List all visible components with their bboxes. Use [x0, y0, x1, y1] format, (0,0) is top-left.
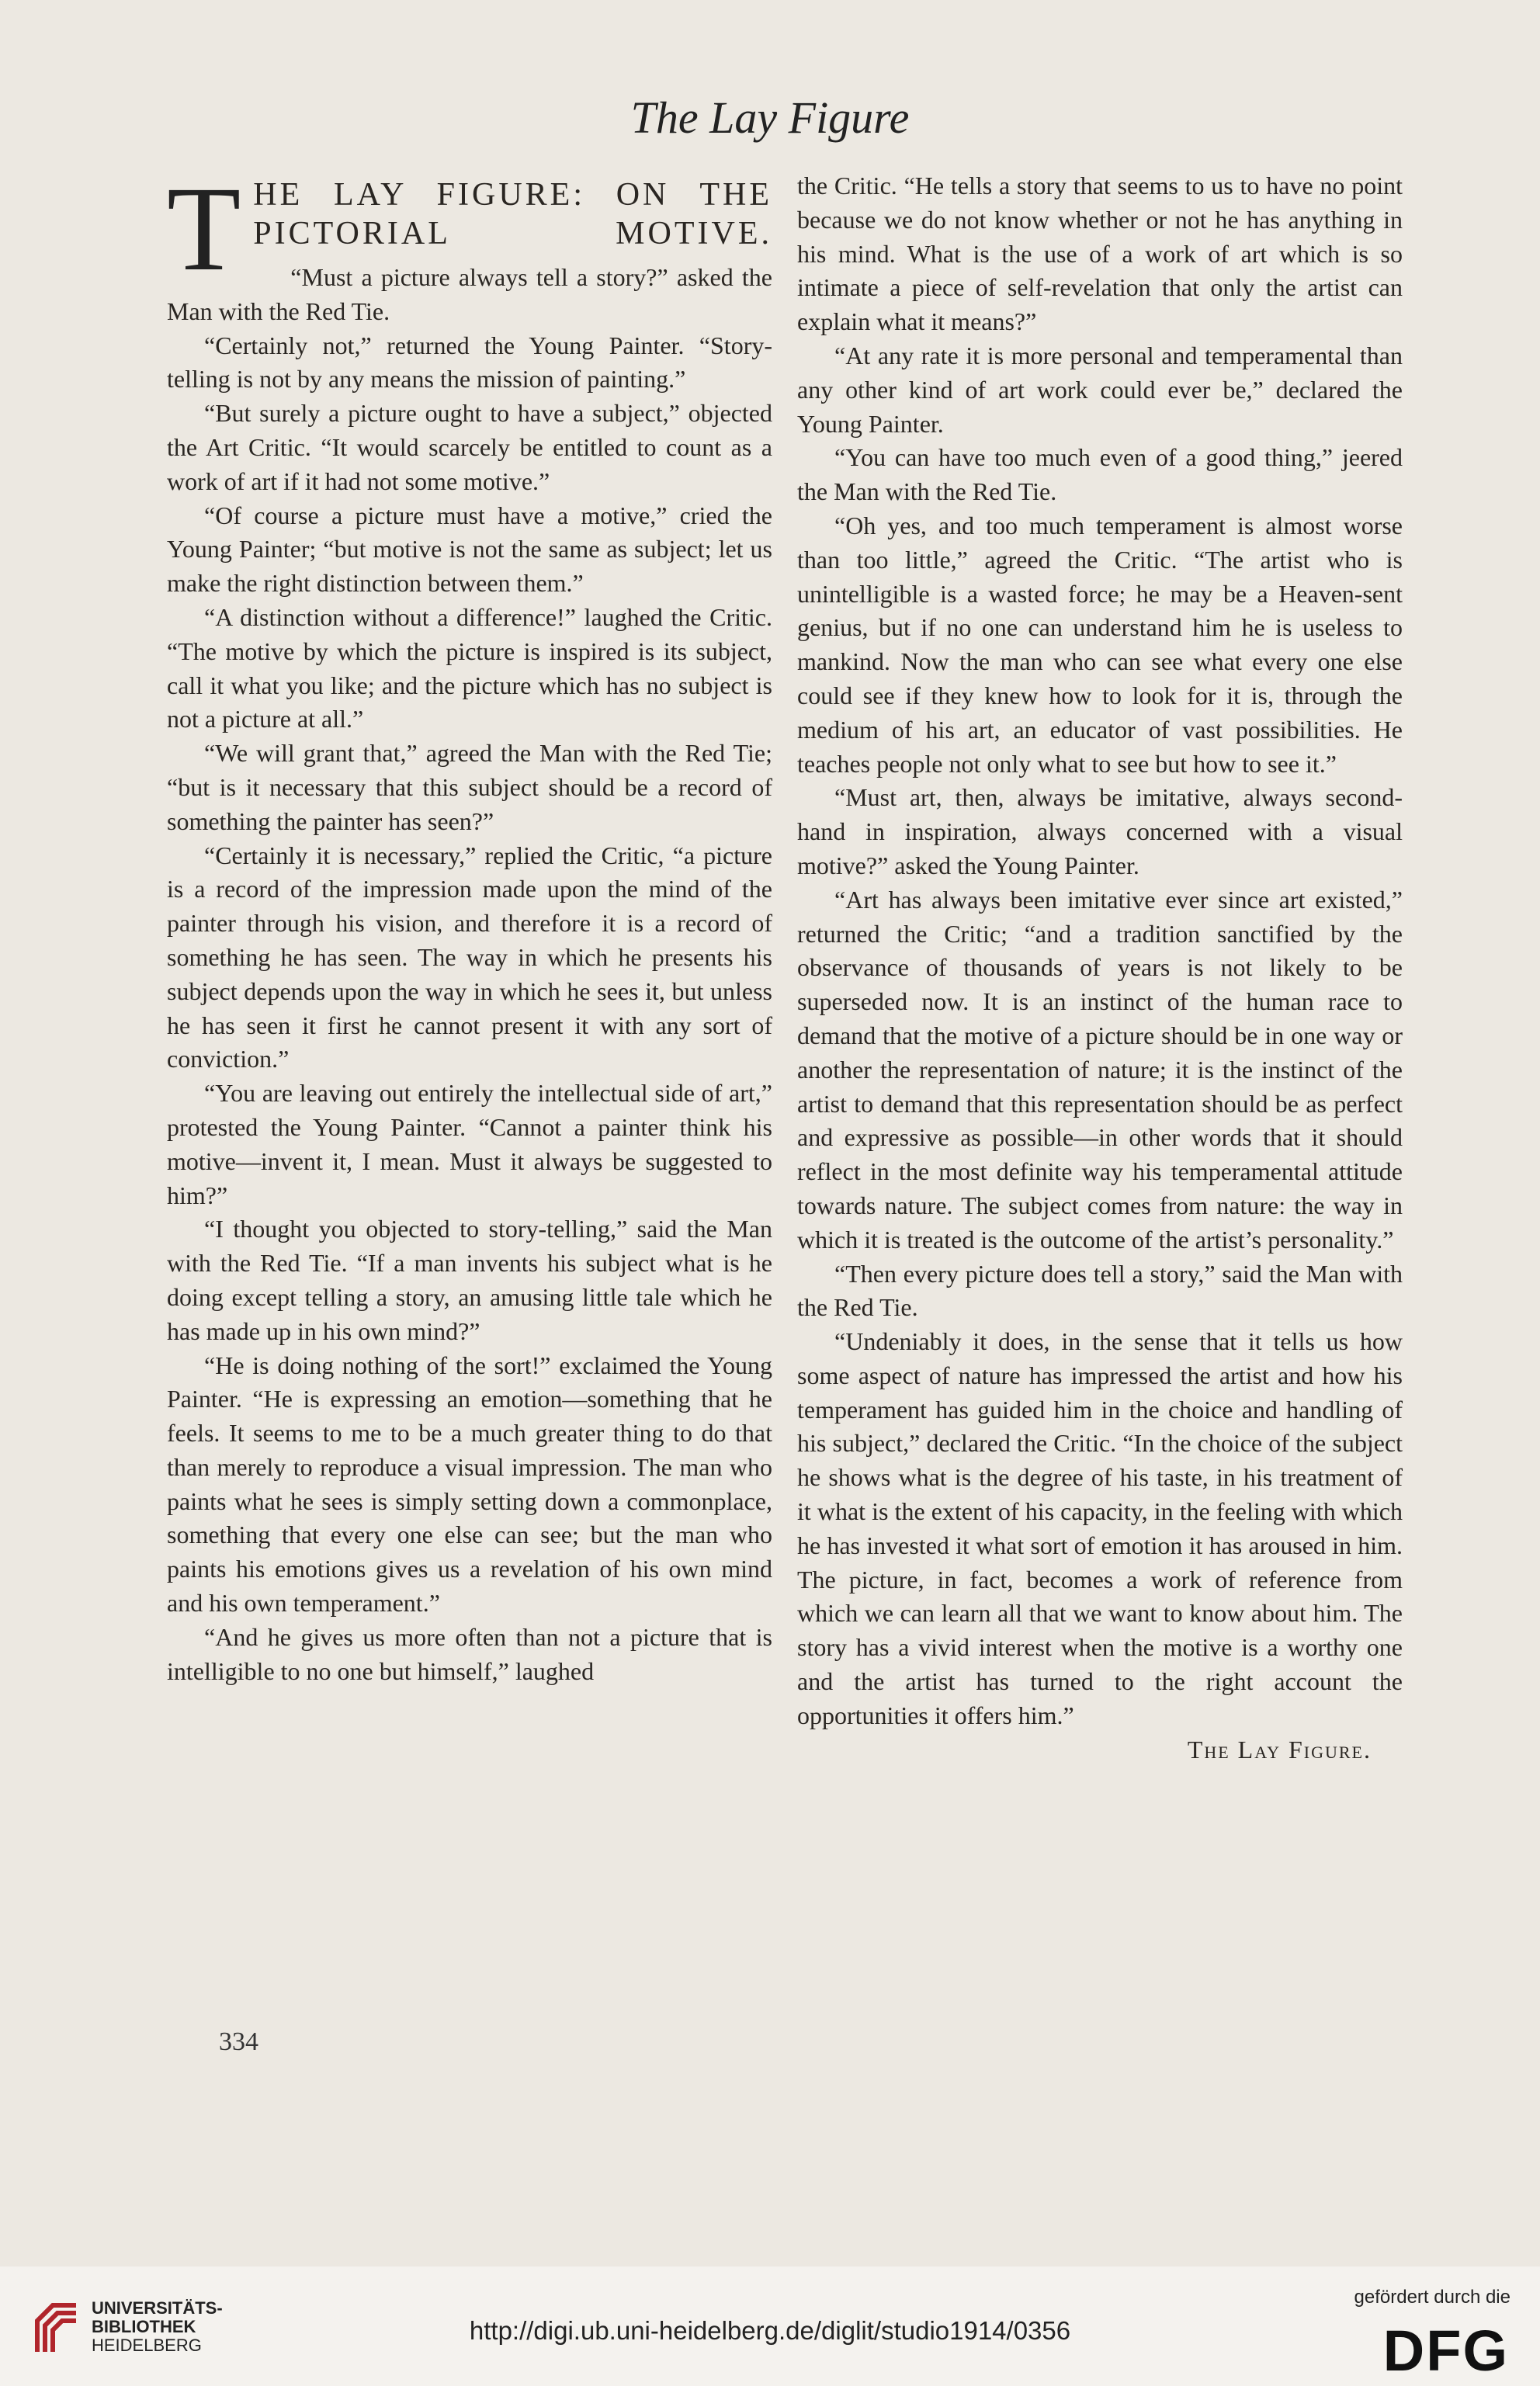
paragraph: “Certainly not,” returned the Young Painter. “Story-telling is not by any means the mission of painting.” — [167, 331, 772, 394]
paragraph: “Must art, then, always be imitative, always second-hand in inspiration, always concerned with a visual motive?” asked the Young Painter. — [797, 783, 1403, 879]
title-line: PICTORIAL MOTIVE. — [253, 216, 772, 251]
running-head: The Lay Figure — [630, 92, 910, 143]
left-paragraphs — [167, 261, 772, 1688]
paragraph: “Then every picture does tell a story,” said the Man with the Red Tie. — [797, 1259, 1403, 1322]
paragraph: “And he gives us more often than not a picture that is intelligible to no one but himself,” laughed — [167, 1622, 772, 1685]
signature: The Lay Figure. — [1187, 1735, 1372, 1763]
paragraph: “Undeniably it does, in the sense that it tells us how some aspect of nature has impressed the artist and how his temperament has guided him in the choice and handling of his subject,” declared the Critic. “In the choice of the subject he shows what is the degree of his taste, in his treatment of it what is the extent of his capacity, in the feeling with which he has invested it what sort of emotion it has aroused in him. The picture, in fact, becomes a work of reference from which we can learn all that we want to know about him. The story has a vivid interest when the motive is a worthy one and the artist has turned to the right account the opportunities it offers him.” — [797, 1327, 1403, 1729]
paragraph: “We will grant that,” agreed the Man with the Red Tie; “but is it necessary that this subject should be a record of something the painter has seen?” — [167, 739, 772, 835]
funded-by-label: gefördert durch die — [1354, 2287, 1511, 2308]
page-number: 334 — [219, 2027, 258, 2056]
paragraph: “Certainly it is necessary,” replied the Critic, “a picture is a record of the impression made upon the mind of the painter through his vision, and therefore it is a record of something he has seen. The way in which he presents his subject depends upon the way in which he sees it, but unless he has seen it first he cannot present it with any sort of conviction.” — [167, 841, 772, 1073]
paragraph: “At any rate it is more personal and temperamental than any other kind of art work could ever be,” declared the Young Painter. — [797, 341, 1403, 438]
paragraph: “You can have too much even of a good thing,” jeered the Man with the Red Tie. — [797, 443, 1403, 506]
left-column — [167, 161, 772, 1688]
paragraph: “You are leaving out entirely the intellectual side of art,” protested the Young Painter. “Cannot a painter think his motive—invent it, I mean. Must it always be suggested to him?” — [167, 1079, 772, 1209]
drop-cap: T — [167, 161, 241, 296]
article-title — [167, 175, 772, 253]
paragraph: “Oh yes, and too much temperament is almost worse than too little,” agreed the Critic. “The artist who is unintelligible is a wasted force; he may be a Heaven-sent genius, but if no one can understand him he is useless to mankind. Now the man who can see what every one else could see if they knew how to look for it is, through the medium of his art, an educator of vast possibilities. He teaches people not only what to see but how to see it.” — [797, 511, 1403, 778]
paragraph: the Critic. “He tells a story that seems to us to have no point because we do not know whether or not he has anything in his mind. What is the use of a work of art which is so intimate a piece of self-revelation that only the artist can explain what it means?” — [797, 172, 1403, 336]
paragraph: “Art has always been imitative ever since art existed,” returned the Critic; “and a tradition sanctified by the observance of thousands of years is not likely to be superseded now. It is an instinct of the human race to demand that the motive of a picture should be in one way or another the representation of nature; it is the instinct of the artist to demand that this representation should be as perfect and expressive as possible—in other words that it should reflect in the most definite way his temperamental attitude towards nature. The subject comes from nature: the way in which it is treated is the outcome of the artist’s personality.” — [797, 885, 1403, 1254]
title-line: HE LAY FIGURE: ON THE — [253, 177, 772, 213]
paragraph: “But surely a picture ought to have a subject,” objected the Art Critic. “It would scarcely be entitled to count as a work of art if it had not some motive.” — [167, 399, 772, 495]
paragraph: “I thought you objected to story-telling,” said the Man with the Red Tie. “If a man invents his subject what is he doing except telling a story, an amusing little tale which he has made up in his own mind?” — [167, 1215, 772, 1345]
library-name-line: HEIDELBERG — [92, 2336, 202, 2355]
right-column — [797, 169, 1403, 1767]
paragraph: “A distinction without a difference!” laughed the Critic. “The motive by which the picture is inspired is its subject, call it what you like; and the picture which has no subject is not a picture at all.” — [167, 602, 772, 733]
paragraph: “Of course a picture must have a motive,” cried the Young Painter; “but motive is not the same as subject; let us make the right distinction between them.” — [167, 501, 772, 598]
library-name-line: UNIVERSITÄTS- — [92, 2298, 223, 2318]
library-name-line: BIBLIOTHEK — [92, 2317, 196, 2336]
source-url-link[interactable]: http://digi.ub.uni-heidelberg.de/diglit/studio1914/0356 — [469, 2316, 1071, 2345]
paragraph: “Must a picture always tell a story?” asked the Man with the Red Tie. — [167, 263, 772, 325]
dfg-logo-icon: DFG — [1382, 2318, 1509, 2383]
paragraph: “He is doing nothing of the sort!” exclaimed the Young Painter. “He is expressing an emotion—something that he feels. It seems to me to be a much greater thing to do that than merely to reproduce a visual impression. The man who paints what he sees is simply setting down a commonplace, something that every one else can see; but the man who paints his emotions gives us a revelation of his own mind and his own temperament.” — [167, 1351, 772, 1618]
right-paragraphs — [797, 339, 1403, 1733]
